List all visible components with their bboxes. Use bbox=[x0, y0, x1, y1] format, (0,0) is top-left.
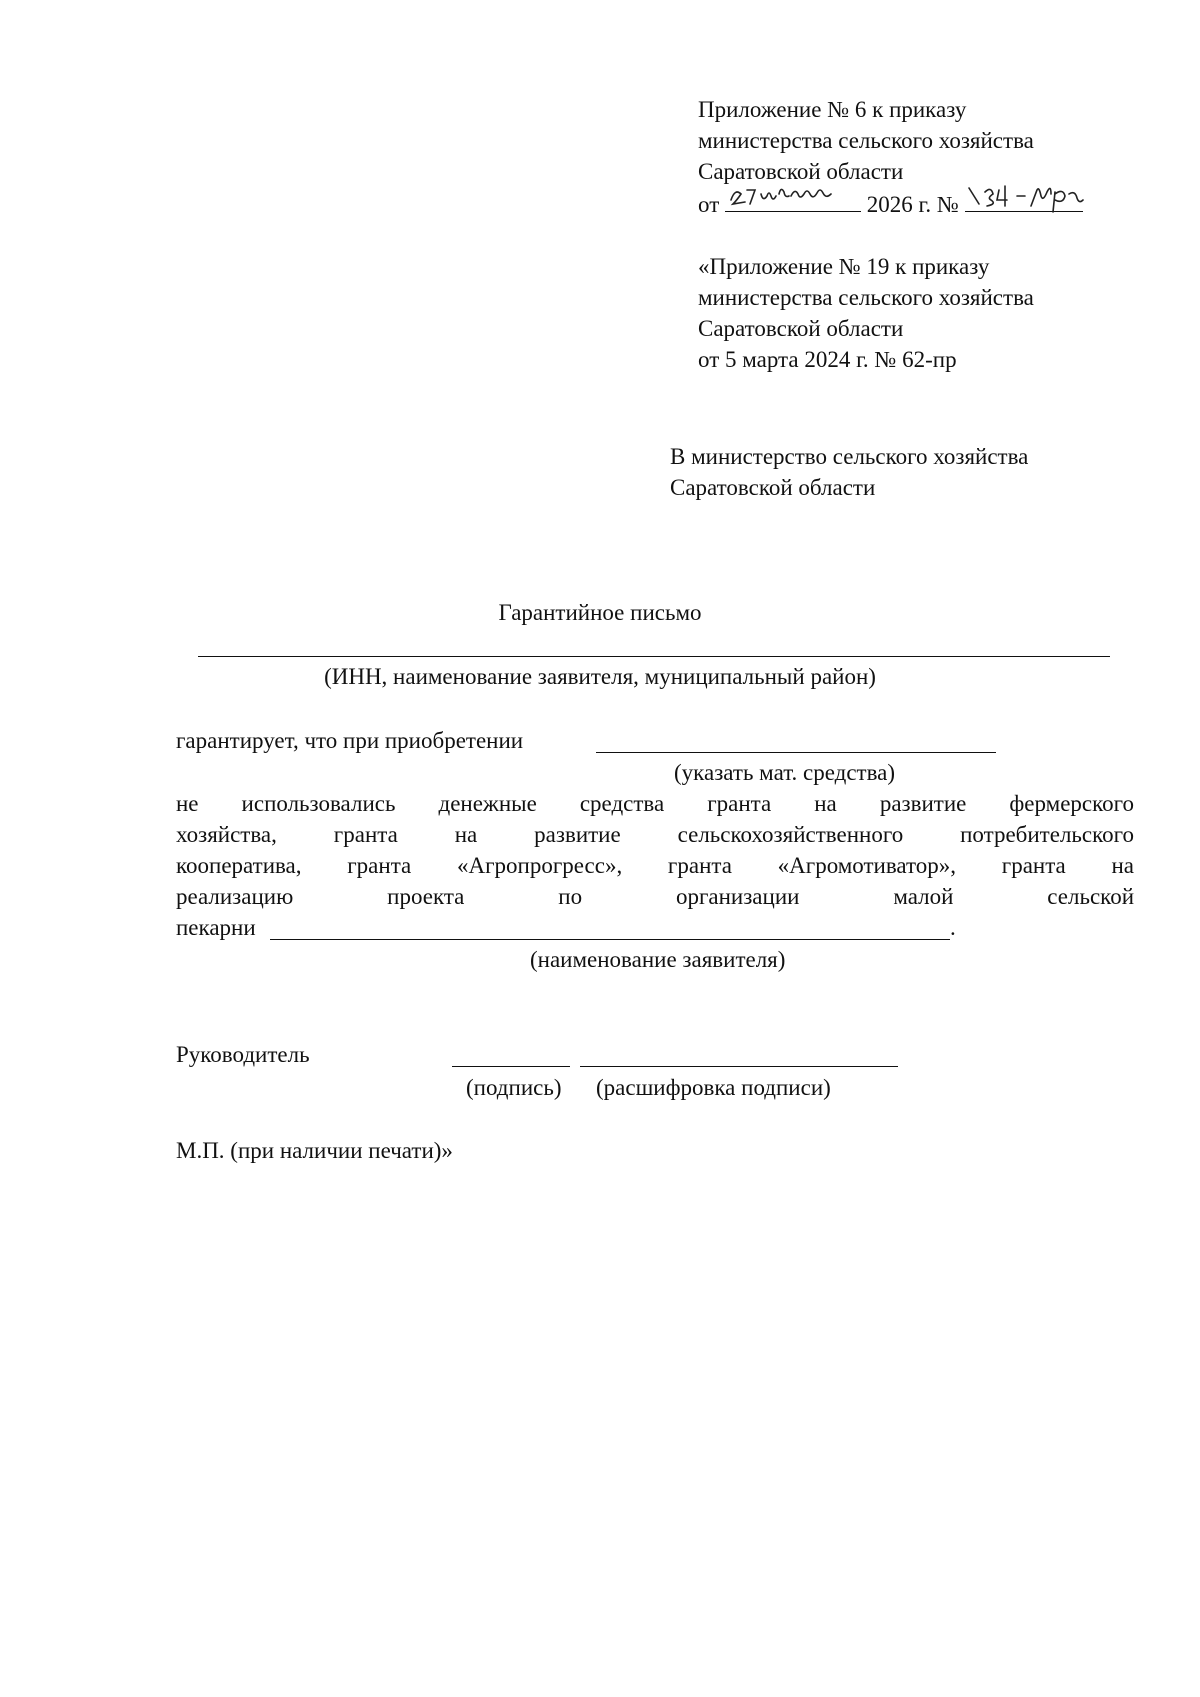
handwritten-number-signature bbox=[965, 180, 1083, 210]
signature-blank-line bbox=[452, 1066, 570, 1067]
signature-role: Руководитель bbox=[176, 1042, 310, 1067]
applicant-name-caption: (наименование заявителя) bbox=[530, 947, 786, 972]
appendix-header-line1: Приложение № 6 к приказу bbox=[698, 97, 967, 122]
appendix-header-line2: министерства сельского хозяйства bbox=[698, 128, 1034, 153]
document-title: Гарантийное письмо bbox=[498, 600, 702, 625]
applicant-blank-line bbox=[198, 656, 1110, 657]
previous-appendix-line2: министерства сельского хозяйства bbox=[698, 285, 1034, 310]
previous-appendix-line4: от 5 марта 2024 г. № 62-пр bbox=[698, 347, 957, 372]
handwritten-date bbox=[725, 187, 861, 212]
addressee-line1: В министерство сельского хозяйства bbox=[670, 444, 1029, 469]
appendix-header-date-line bbox=[698, 187, 1083, 220]
body-line4: реализацию проекта по организации малой сельской bbox=[176, 884, 1134, 909]
body-line5-end: . bbox=[950, 915, 956, 940]
signature-caption: (подпись) bbox=[466, 1075, 562, 1100]
applicant-caption: (ИНН, наименование заявителя, муниципальный район) bbox=[324, 664, 876, 689]
materials-caption: (указать мат. средства) bbox=[674, 760, 896, 785]
signature-decode-caption: (расшифровка подписи) bbox=[596, 1075, 831, 1100]
body-line5-prefix: пекарни bbox=[176, 915, 256, 940]
appendix-header-line3: Саратовской области bbox=[698, 159, 904, 184]
date-year: 2026 г. № bbox=[866, 192, 959, 217]
applicant-name-blank-line bbox=[270, 939, 950, 940]
handwritten-number bbox=[965, 187, 1083, 212]
body-line3: кооператива, гранта «Агропрогресс», гранта «Агромотиватор», гранта на bbox=[176, 853, 1134, 878]
signature-decode-blank-line bbox=[580, 1066, 898, 1067]
stamp-note: М.П. (при наличии печати)» bbox=[176, 1138, 453, 1163]
body-line1: не использовались денежные средства гранта на развитие фермерского bbox=[176, 791, 1134, 816]
body-line2: хозяйства, гранта на развитие сельскохозяйственного потребительского bbox=[176, 822, 1134, 847]
addressee-line2: Саратовской области bbox=[670, 475, 876, 500]
handwritten-date-signature bbox=[725, 180, 861, 210]
date-prefix: от bbox=[698, 192, 720, 217]
previous-appendix-line3: Саратовской области bbox=[698, 316, 904, 341]
materials-blank-line bbox=[596, 752, 996, 753]
previous-appendix-line1: «Приложение № 19 к приказу bbox=[698, 254, 990, 279]
guarantee-prefix: гарантирует, что при приобретении bbox=[176, 728, 524, 753]
